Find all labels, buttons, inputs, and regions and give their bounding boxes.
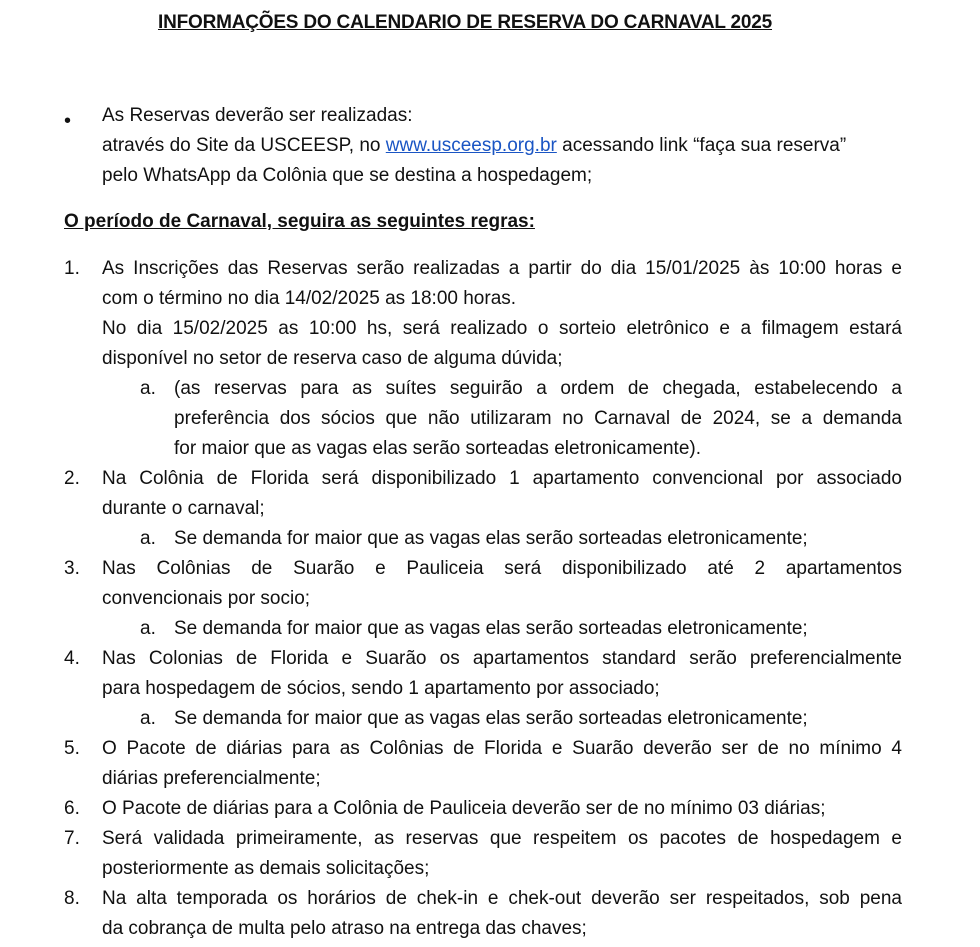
rule-2-sub-marker: a. — [140, 528, 156, 549]
rule-1-sub-line-1: (as reservas para as suítes seguirão a ordem de chegada, estabelecendo a — [174, 378, 902, 399]
rule-4-sub-marker: a. — [140, 708, 156, 729]
rule-7-line-1: Será validada primeiramente, as reservas que respeitem os pacotes de hospedagem e — [102, 828, 902, 849]
rule-2-sub-line-1: Se demanda for maior que as vagas elas serão sorteadas eletronicamente; — [174, 528, 808, 549]
rule-6-line-1: O Pacote de diárias para a Colônia de Pauliceia deverão ser de no mínimo 03 diárias; — [102, 798, 826, 819]
rule-2-number: 2. — [64, 468, 80, 489]
rule-8-line-2: da cobrança de multa pelo atraso na entrega das chaves; — [102, 918, 587, 939]
rule-1-sub-line-3: for maior que as vagas elas serão sorteadas eletronicamente). — [174, 438, 701, 459]
rule-5-line-2: diárias preferencialmente; — [102, 768, 321, 789]
intro-line-1: As Reservas deverão ser realizadas: — [102, 105, 413, 126]
bullet-marker: • — [64, 110, 72, 132]
rule-5-number: 5. — [64, 738, 80, 759]
intro-line-2 — [102, 131, 846, 161]
rule-1-line-3: No dia 15/02/2025 as 10:00 hs, será realizado o sorteio eletrônico e a filmagem estará — [102, 318, 902, 339]
rule-4-line-1: Nas Colonias de Florida e Suarão os apartamentos standard serão preferencialmente — [102, 648, 902, 669]
rule-7-number: 7. — [64, 828, 80, 849]
rule-5-line-1: O Pacote de diárias para as Colônias de Florida e Suarão deverão ser de no mínimo 4 — [102, 738, 902, 759]
intro-line-3: pelo WhatsApp da Colônia que se destina a hospedagem; — [102, 165, 593, 186]
intro-line-2-after: acessando link “faça sua reserva” — [556, 135, 847, 156]
usceesp-site-link[interactable]: www.usceesp.org.br — [385, 135, 557, 156]
rule-2-line-1: Na Colônia de Florida será disponibilizado 1 apartamento convencional por associado — [102, 468, 902, 489]
rule-8-number: 8. — [64, 888, 80, 909]
rule-1-number: 1. — [64, 258, 80, 279]
rule-6-number: 6. — [64, 798, 80, 819]
rule-1-line-1: As Inscrições das Reservas serão realizadas a partir do dia 15/01/2025 às 10:00 horas e — [102, 258, 902, 279]
rule-2-line-2: durante o carnaval; — [102, 498, 265, 519]
rule-3-number: 3. — [64, 558, 80, 579]
rule-7-line-2: posteriormente as demais solicitações; — [102, 858, 430, 879]
rule-3-sub-marker: a. — [140, 618, 156, 639]
rule-4-number: 4. — [64, 648, 80, 669]
rule-4-sub-line-1: Se demanda for maior que as vagas elas serão sorteadas eletronicamente; — [174, 708, 808, 729]
rule-1-sub-marker: a. — [140, 378, 156, 399]
rule-4-line-2: para hospedagem de sócios, sendo 1 apartamento por associado; — [102, 678, 660, 699]
rule-1-line-4: disponível no setor de reserva caso de alguma dúvida; — [102, 348, 563, 369]
rule-1-sub-line-2: preferência dos sócios que não utilizaram no Carnaval de 2024, se a demanda — [174, 408, 902, 429]
section-heading: O período de Carnaval, seguira as seguintes regras: — [64, 211, 535, 232]
rule-3-line-1: Nas Colônias de Suarão e Pauliceia será disponibilizado até 2 apartamentos — [102, 558, 902, 579]
rule-8-line-1: Na alta temporada os horários de chek-in e chek-out deverão ser respeitados, sob pena — [102, 888, 902, 909]
rule-3-line-2: convencionais por socio; — [102, 588, 311, 609]
rule-1-line-2: com o término no dia 14/02/2025 as 18:00 horas. — [102, 288, 517, 309]
rule-3-sub-line-1: Se demanda for maior que as vagas elas serão sorteadas eletronicamente; — [174, 618, 808, 639]
document-title: INFORMAÇÕES DO CALENDARIO DE RESERVA DO CARNAVAL 2025 — [157, 12, 773, 33]
intro-line-2-before: através do Site da USCEESP, no — [102, 135, 386, 156]
